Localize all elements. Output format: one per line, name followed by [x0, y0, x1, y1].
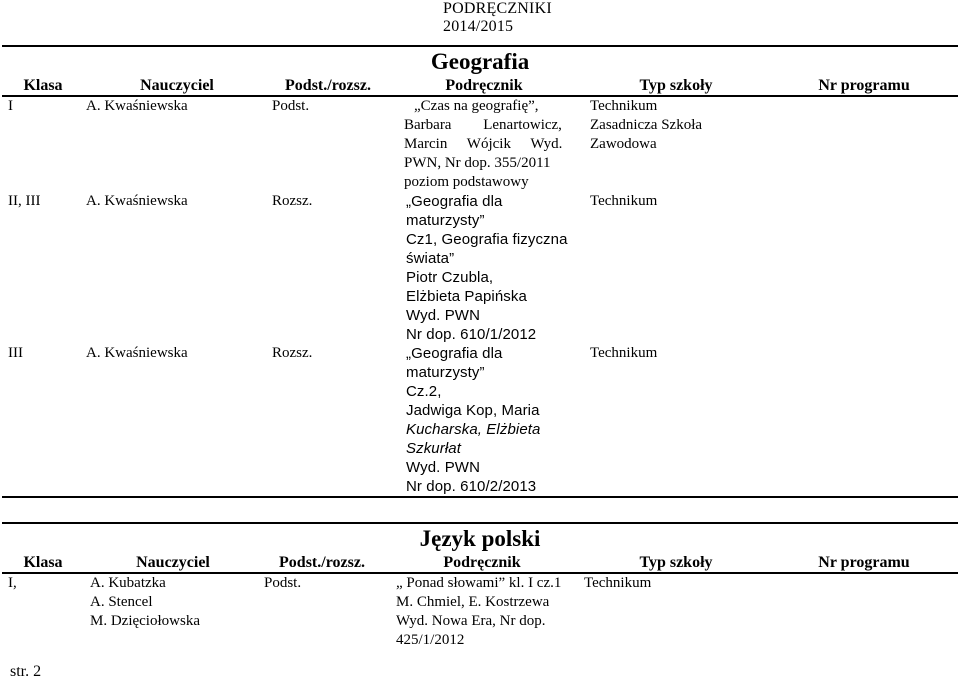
- document-header: PODRĘCZNIKI 2014/2015: [443, 0, 552, 35]
- col-header-podrecznik: Podręcznik: [445, 77, 523, 94]
- text-line: Technikum: [590, 345, 658, 361]
- col-header-typ: Typ szkoły: [639, 554, 713, 571]
- text-line: PWN, Nr dop. 355/2011: [404, 155, 551, 171]
- table-row: [2, 573, 958, 653]
- text-line: świata”: [406, 250, 455, 267]
- cell-program: [770, 96, 958, 192]
- cell-program: [770, 573, 958, 653]
- polski-title: Język polski: [2, 523, 958, 552]
- geografia-title: Geografia: [2, 46, 958, 75]
- cell-podrecznik: [386, 192, 582, 344]
- text-line: Wyd. Nowa Era, Nr dop.: [396, 613, 546, 629]
- text-line: Wyd. PWN: [406, 307, 480, 324]
- col-header-poziom: Podst./rozsz.: [285, 77, 371, 94]
- text-line: Zasadnicza Szkoła: [590, 117, 703, 133]
- cell-klasa: III: [8, 345, 23, 361]
- text-line: Wyd. PWN: [406, 459, 480, 476]
- col-header-klasa: Klasa: [23, 77, 63, 94]
- text-line: Nr dop. 610/2/2013: [406, 478, 537, 495]
- cell-poziom: Rozsz.: [272, 345, 313, 361]
- table-row: [2, 192, 958, 344]
- text-line: Technikum: [590, 193, 658, 209]
- col-header-poziom: Podst./rozsz.: [279, 554, 365, 571]
- text-line: A. Kubatzka: [90, 575, 166, 591]
- text-line: „ Ponad słowami” kl. I cz.1: [396, 575, 562, 591]
- text-line: Barbara Lenartowicz,: [404, 117, 562, 133]
- col-header-klasa: Klasa: [23, 554, 63, 571]
- cell-podrecznik: [386, 96, 582, 192]
- text-line: Technikum: [590, 98, 658, 114]
- col-header-podrecznik: Podręcznik: [443, 554, 521, 571]
- cell-nauczyciel: A. Kwaśniewska: [86, 98, 188, 114]
- text-line: „Czas na geografię”,: [414, 98, 539, 114]
- col-header-typ: Typ szkoły: [639, 77, 713, 94]
- text-line: Piotr Czubla,: [406, 269, 494, 286]
- page-number: str. 2: [10, 663, 42, 680]
- table-row: [2, 344, 958, 497]
- cell-nauczyciel: A. Kwaśniewska: [86, 345, 188, 361]
- text-line: Elżbieta Papińska: [406, 288, 527, 305]
- cell-podrecznik: [382, 573, 582, 653]
- cell-nauczyciel: [84, 573, 262, 653]
- text-line: Technikum: [584, 575, 652, 591]
- cell-program: [770, 192, 958, 344]
- cell-poziom: Podst.: [272, 98, 310, 114]
- cell-typ: [582, 344, 770, 497]
- cell-typ: [582, 96, 770, 192]
- cell-klasa: I: [8, 98, 13, 114]
- table-row: [2, 96, 958, 192]
- text-line: maturzysty”: [406, 364, 485, 381]
- text-line: Kucharska, Elżbieta: [406, 421, 541, 438]
- cell-poziom: Rozsz.: [272, 193, 313, 209]
- cell-klasa: I,: [8, 575, 17, 591]
- cell-klasa: II, III: [8, 193, 41, 209]
- cell-podrecznik: [386, 344, 582, 497]
- text-line: Cz1, Geografia fizyczna: [406, 231, 568, 248]
- text-line: M. Dzięciołowska: [90, 613, 200, 629]
- text-line: Jadwiga Kop, Maria: [406, 402, 540, 419]
- text-line: „Geografia dla: [406, 193, 503, 210]
- text-line: Szkurłat: [406, 440, 461, 457]
- cell-program: [770, 344, 958, 497]
- text-line: Marcin Wójcik Wyd.: [404, 136, 563, 152]
- cell-nauczyciel: A. Kwaśniewska: [86, 193, 188, 209]
- cell-typ: [582, 573, 770, 653]
- col-header-program: Nr programu: [818, 77, 910, 94]
- polski-table: [2, 522, 958, 653]
- text-line: 425/1/2012: [396, 632, 465, 648]
- col-header-nauczyciel: Nauczyciel: [136, 554, 210, 571]
- cell-typ: [582, 192, 770, 344]
- text-line: Zawodowa: [590, 136, 657, 152]
- cell-poziom: Podst.: [264, 575, 302, 591]
- text-line: M. Chmiel, E. Kostrzewa: [396, 594, 550, 610]
- geografia-table: [2, 45, 958, 498]
- text-line: Cz.2,: [406, 383, 442, 400]
- col-header-nauczyciel: Nauczyciel: [140, 77, 214, 94]
- text-line: poziom podstawowy: [404, 174, 529, 190]
- text-line: maturzysty”: [406, 212, 485, 229]
- text-line: A. Stencel: [90, 594, 153, 610]
- text-line: „Geografia dla: [406, 345, 503, 362]
- text-line: Nr dop. 610/1/2012: [406, 326, 537, 343]
- col-header-program: Nr programu: [818, 554, 910, 571]
